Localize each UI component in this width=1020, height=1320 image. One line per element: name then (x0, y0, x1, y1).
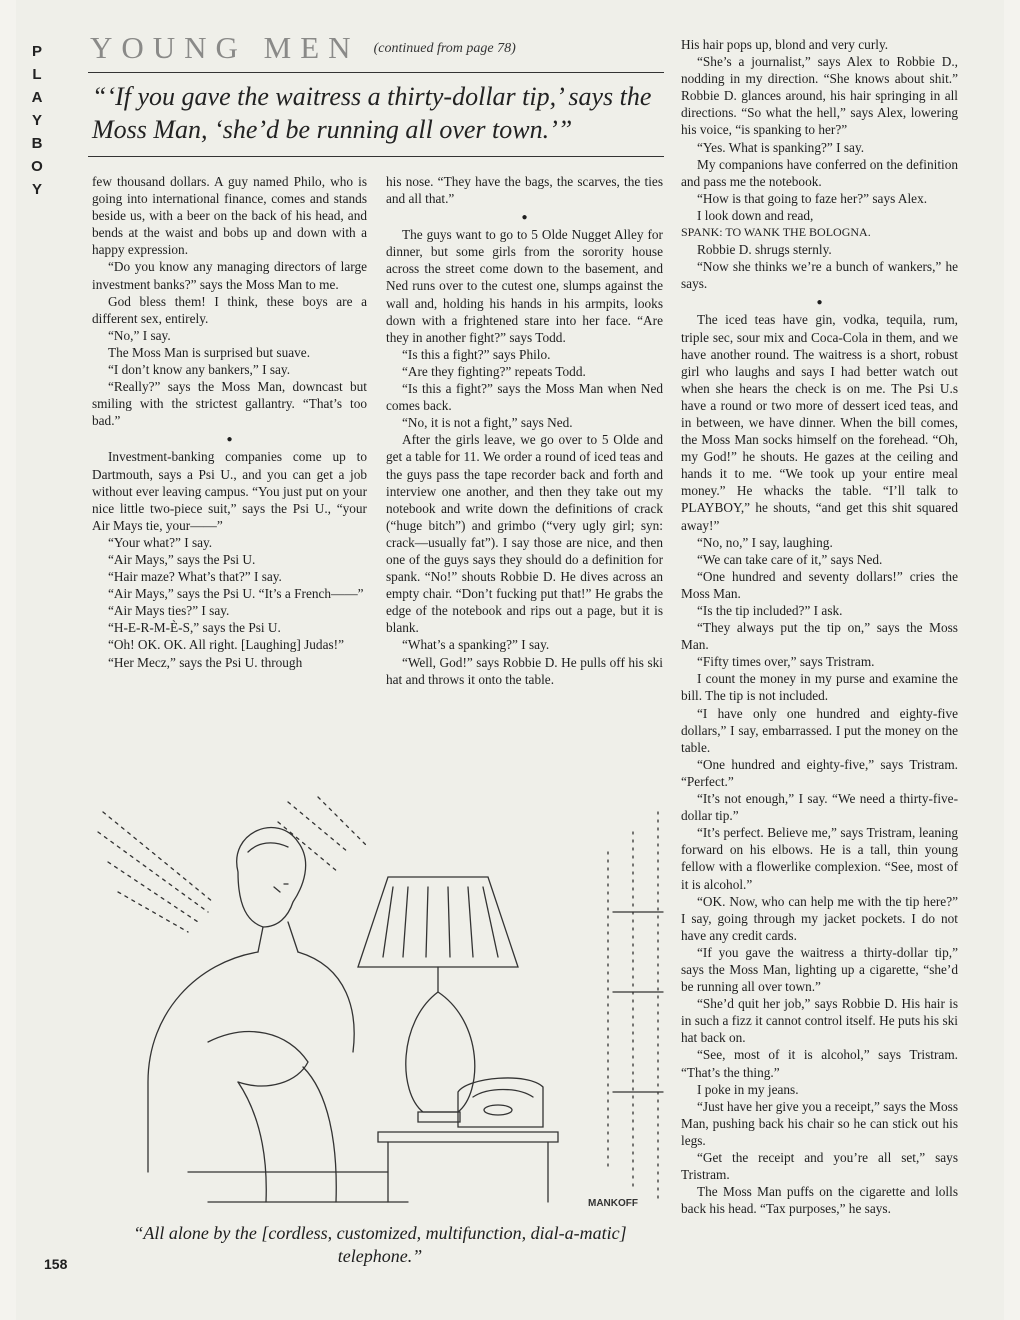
paragraph: “Your what?” I say. (108, 534, 213, 550)
paragraph: “Is the tip included?” I ask. (697, 603, 843, 618)
paragraph: The Moss Man puffs on the cigarette and lolls back his head. “Tax purposes,” he says. (681, 1184, 958, 1217)
paragraph: “She’d quit her job,” says Robbie D. His hair is in such a fizz it cannot control itself. He puts his ski hat back on. (681, 996, 958, 1046)
paragraph: “Yes. What is spanking?” I say. (697, 139, 865, 155)
paragraph: “Do you know any managing directors of large investment banks?” says the Moss Man to me. (92, 259, 367, 292)
sidebar-letter: P (31, 43, 42, 60)
paragraph: The Moss Man is surprised but suave. (108, 344, 311, 360)
paragraph: “What’s a spanking?” I say. (402, 637, 550, 653)
paragraph: “Hair maze? What’s that?” I say. (108, 569, 282, 585)
paragraph: The iced teas have gin, vodka, tequila, rum, triple sec, sour mix and Coca-Cola in them, and we have another round. The waitress is a short, robust girl who laughs and says I had better watch out when she hears the check is on me. The Psi U.s have a round or two more of dessert iced teas, and in between, we have dinner. When the bill comes, the Moss Man socks himself on the forehead. “Oh, my God!” he shouts. He gazes at the ceiling and hands it to me. “We took up your entire meal money.” He whacks the table. “I’ll talk to PLAYBOY,” he shouts, “and get this shit squared away!” (681, 312, 958, 533)
paragraph: “No, it is not a fight,” says Ned. (402, 415, 573, 431)
paragraph: his nose. “They have the bags, the scarves, the ties and all that.” (386, 174, 663, 207)
paragraph: “Air Mays,” says the Psi U. (108, 551, 256, 567)
paragraph: “No, no,” I say, laughing. (697, 534, 833, 550)
paragraph: “I have only one hundred and eighty-five dollars,” I say, embarrassed. I put the money on the table. (681, 705, 958, 755)
divider-bottom (88, 156, 664, 157)
paragraph: “She’s a journalist,” says Alex to Robbie D., nodding in my direction. “She knows about shit.” Robbie D. glances around, his hair springing in all directions. “So what the hell,” says Alex, lowering his voice, “is spanking to her?” (681, 54, 958, 138)
paragraph: I count the money in my purse and examine the bill. The tip is not included. (681, 671, 958, 704)
paragraph: Investment-banking companies come up to Dartmouth, says a Psi U., and you can get a job without ever leaving campus. “You just put on your nice little two-piece suit,” says the Psi U., “your Air Mays tie, your——” (92, 449, 367, 533)
sidebar-letter: L (32, 66, 42, 83)
paragraph: “Is this a fight?” says Philo. (402, 346, 551, 362)
paragraph: His hair pops up, blond and very curly. (681, 37, 889, 52)
paragraph: I poke in my jeans. (697, 1081, 799, 1097)
paragraph: “Fifty times over,” says Tristram. (697, 654, 875, 670)
paragraph: “Oh! OK. OK. All right. [Laughing] Judas!” (108, 637, 344, 653)
paragraph: “We can take care of it,” says Ned. (697, 551, 883, 567)
paragraph: After the girls leave, we go over to 5 Olde and get a table for 11. We order a round of iced teas and the guys pass the tape recorder back and forth and interview one another, and then they take out my notebook and write down the definitions of crack (“huge bitch”) and grimbo (“very ugly girl; syn: crack—usually fat”). I say those are nice, and then one of the guys says they should do a definition for spank. “No!” shouts Robbie D. He dives across an empty chair. “Don’t fucking put that!” He grabs the edge of the notebook and rips out a page, but it is blank. (386, 432, 663, 636)
paragraph: “See, most of it is alcohol,” says Tristram. “That’s the thing.” (681, 1047, 958, 1080)
paragraph: “Now she thinks we’re a bunch of wankers,” he says. (681, 259, 958, 292)
sidebar-letter: A (31, 89, 43, 106)
cartoonist-signature: MANKOFF (588, 1198, 638, 1209)
article-kicker: YOUNG MEN (90, 30, 360, 65)
paragraph: “One hundred and seventy dollars!” cries the Moss Man. (681, 568, 958, 601)
magazine-name-vertical (26, 40, 48, 201)
paragraph: “Is this a fight?” says the Moss Man when Ned comes back. (386, 381, 663, 414)
paragraph: “Just have her give you a receipt,” says the Moss Man, pushing back his chair so he can stick out his legs. (681, 1098, 958, 1148)
sidebar-letter: O (31, 158, 43, 175)
paragraph: “One hundred and eighty-five,” says Tristram. “Perfect.” (681, 756, 958, 789)
paragraph: “It’s not enough,” I say. “We need a thirty-five-dollar tip.” (681, 791, 958, 824)
text-column-3 (681, 36, 958, 1217)
paragraph: “Air Mays ties?” I say. (108, 603, 230, 619)
paragraph: The guys want to go to 5 Olde Nugget Alley for dinner, but some girls from the sorority house across the street come down to the basement, and Ned runs over to the cutest one, slumps against the wall and, holding his hands in his armpits, looks down with a frightened stare into her face. “Are they in another fight?” says Todd. (386, 227, 663, 345)
paragraph: “H-E-R-M-È-S,” says the Psi U. (108, 620, 281, 636)
section-bullet: ● (521, 212, 528, 224)
paragraph: Robbie D. shrugs sternly. (697, 242, 832, 258)
paragraph: “I don’t know any bankers,” I say. (108, 362, 291, 378)
paragraph: “If you gave the waitress a thirty-dollar tip,” says the Moss Man, lighting up a cigarette, “she’d be running all over town.” (681, 944, 958, 995)
definition-text: SPANK: TO WANK THE BOLOGNA. (681, 225, 871, 240)
pull-quote: “‘If you gave the waitress a thirty-dollar tip,’ says the Moss Man, ‘she’d be running all over town.’” (92, 82, 652, 144)
paragraph: “Her Mecz,” says the Psi U. through (108, 654, 303, 670)
sidebar-letter: Y (31, 181, 42, 198)
paragraph: “Get the receipt and you’re all set,” says Tristram. (681, 1150, 958, 1183)
paragraph: “Are they fighting?” repeats Todd. (402, 363, 586, 379)
paragraph: “Well, God!” says Robbie D. He pulls off his ski hat and throws it onto the table. (386, 654, 663, 687)
paragraph: “How is that going to faze her?” says Alex. (697, 190, 928, 206)
paragraph: I look down and read, (697, 207, 814, 223)
paragraph: My companions have conferred on the definition and pass me the notebook. (681, 156, 958, 189)
paragraph: “OK. Now, who can help me with the tip here?” I say, going through my jacket pockets. I do not have any credit cards. (681, 893, 958, 943)
article-header (90, 30, 516, 66)
continued-note: (continued from page 78) (373, 41, 516, 56)
paragraph: “No,” I say. (108, 327, 171, 343)
cartoon-illustration (88, 792, 668, 1212)
divider-top (88, 72, 664, 73)
text-column-2 (386, 173, 663, 688)
cartoon-caption: “All alone by the [cordless, customized, multifunction, dial-a-matic] telephone.” (133, 1223, 627, 1266)
paragraph: “They always put the tip on,” says the Moss Man. (681, 620, 958, 653)
paragraph: God bless them! I think, these boys are a different sex, entirely. (92, 293, 367, 326)
paragraph: “Really?” says the Moss Man, downcast but smiling with the strictest gallantry. “That’s too bad.” (92, 379, 367, 429)
section-bullet: ● (226, 434, 233, 446)
text-column-1 (92, 173, 367, 671)
paragraph: “Air Mays,” says the Psi U. “It’s a French——” (108, 586, 364, 602)
paragraph: few thousand dollars. A guy named Philo, who is going into international finance, comes and stands beside us, with a beer on the back of his head, and bends at the waist and bobs up and down with a happy expression. (92, 174, 367, 258)
sidebar-letter: B (31, 135, 43, 152)
page-number: 158 (44, 1256, 68, 1272)
sidebar-letter: Y (31, 112, 42, 129)
paragraph: “It’s perfect. Believe me,” says Tristram, leaning forward on his elbows. He is a tall, thin young fellow with a flowerlike complexion. “See, most of it is alcohol.” (681, 825, 958, 892)
section-bullet: ● (816, 297, 823, 309)
